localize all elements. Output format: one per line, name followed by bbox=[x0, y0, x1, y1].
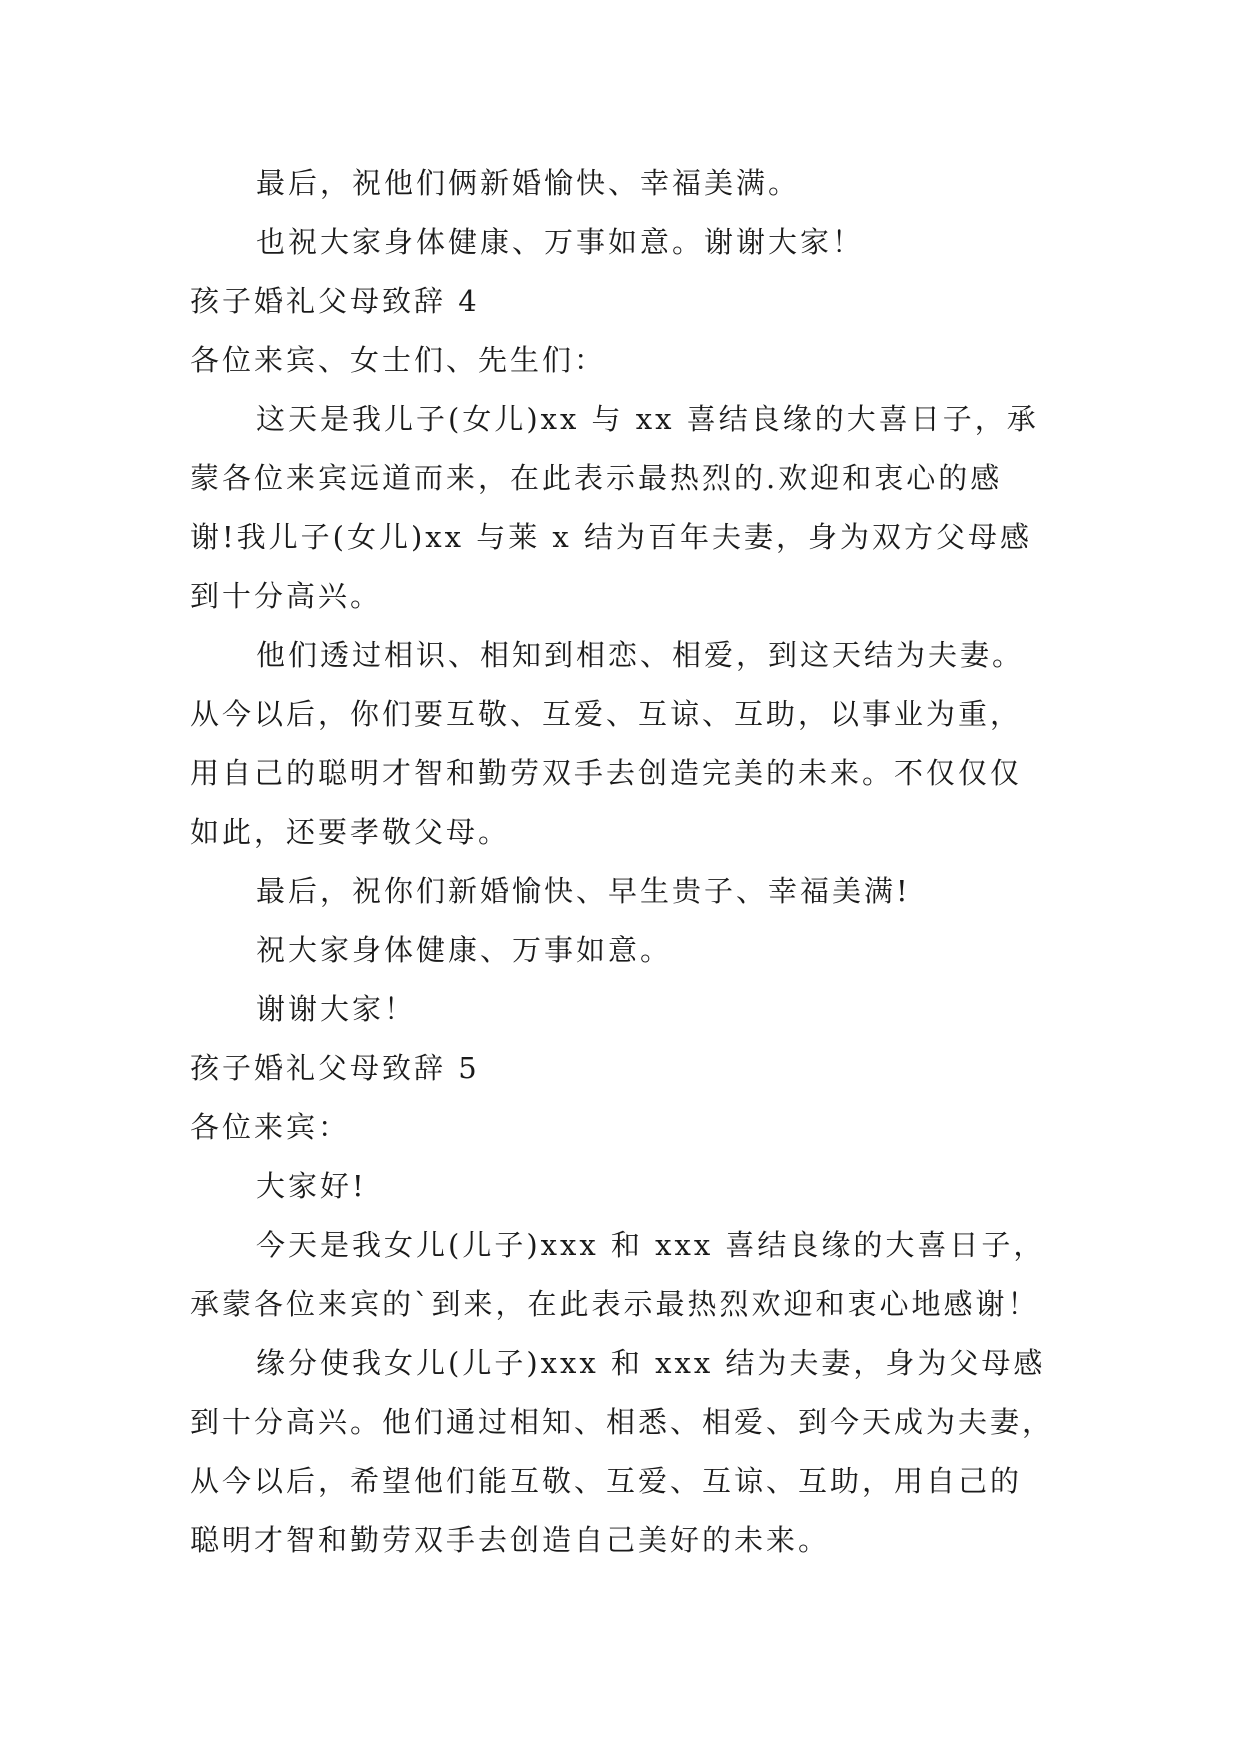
paragraph-line: 缘分使我女儿(儿子)xxx 和 xxx 结为夫妻，身为父母感 bbox=[256, 1346, 1046, 1380]
document-body bbox=[190, 154, 1070, 1570]
paragraph-line: 用自己的聪明才智和勤劳双手去创造完美的未来。不仅仅仅 bbox=[190, 756, 1023, 790]
paragraph-line: 聪明才智和勤劳双手去创造自己美好的未来。 bbox=[190, 1523, 831, 1557]
paragraph-line: 大家好! bbox=[256, 1169, 367, 1203]
paragraph-line: 也祝大家身体健康、万事如意。谢谢大家！ bbox=[256, 225, 865, 259]
paragraph-line: 他们透过相识、相知到相恋、相爱，到这天结为夫妻。 bbox=[256, 638, 1025, 672]
paragraph-line: 从今以后，你们要互敬、互爱、互谅、互助，以事业为重， bbox=[190, 697, 1023, 731]
paragraph-line: 今天是我女儿(儿子)xxx 和 xxx 喜结良缘的大喜日子， bbox=[256, 1228, 1046, 1262]
paragraph-line: 承蒙各位来宾的`到来，在此表示最热烈欢迎和衷心地感谢！ bbox=[190, 1287, 1040, 1321]
section-heading: 孩子婚礼父母致辞 4 bbox=[190, 284, 480, 318]
paragraph-line: 谢谢大家！ bbox=[256, 992, 417, 1026]
paragraph-line: 到十分高兴。 bbox=[190, 579, 383, 613]
paragraph-line: 到十分高兴。他们通过相知、相悉、相爱、到今天成为夫妻， bbox=[190, 1405, 1055, 1439]
paragraph-line: 谢!我儿子(女儿)xx 与莱 x 结为百年夫妻，身为双方父母感 bbox=[190, 520, 1033, 554]
paragraph-line: 如此，还要孝敬父母。 bbox=[190, 815, 511, 849]
paragraph-line: 这天是我儿子(女儿)xx 与 xx 喜结良缘的大喜日子，承 bbox=[256, 402, 1039, 436]
paragraph-line: 从今以后，希望他们能互敬、互爱、互谅、互助，用自己的 bbox=[190, 1464, 1023, 1498]
paragraph-line: 最后，祝他们俩新婚愉快、幸福美满。 bbox=[256, 166, 801, 200]
paragraph-line: 最后，祝你们新婚愉快、早生贵子、幸福美满! bbox=[256, 874, 911, 908]
salutation: 各位来宾、女士们、先生们： bbox=[190, 343, 607, 377]
section-heading: 孩子婚礼父母致辞 5 bbox=[190, 1051, 480, 1085]
salutation: 各位来宾： bbox=[190, 1110, 351, 1144]
paragraph-line: 祝大家身体健康、万事如意。 bbox=[256, 933, 673, 967]
paragraph-line: 蒙各位来宾远道而来，在此表示最热烈的.欢迎和衷心的感 bbox=[190, 461, 1003, 495]
